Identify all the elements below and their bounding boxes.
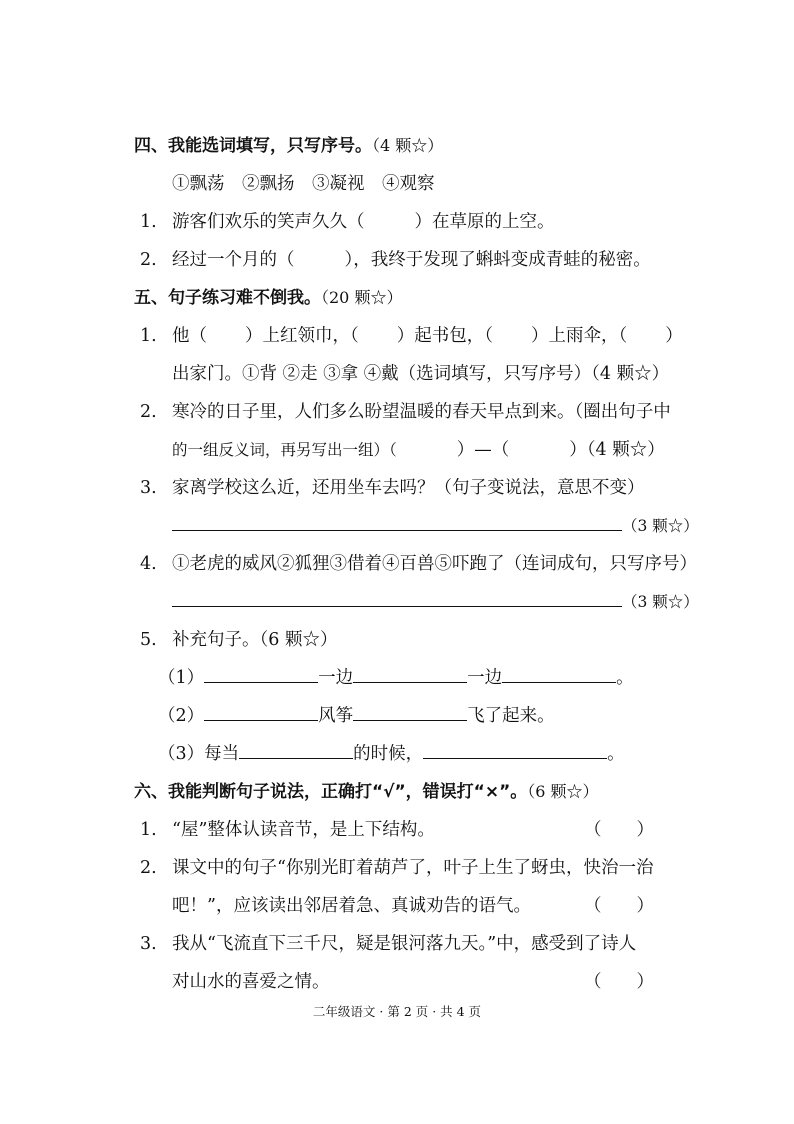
sentence-text: 一边 xyxy=(318,668,354,688)
question-5-3 xyxy=(140,474,645,502)
question-4-2 xyxy=(140,246,651,274)
question-text: ），我终于发现了蝌蚪变成青蛙的秘密。 xyxy=(344,250,651,270)
section-5-title xyxy=(134,284,402,312)
question-5-3-answer xyxy=(172,512,699,540)
section-points: （20 颗☆） xyxy=(321,288,403,307)
question-6-2-line2: 吧！”，应该读出邻居着急、真诚劝告的语气。 xyxy=(172,896,531,916)
answer-line[interactable] xyxy=(502,664,616,683)
question-number: 2. xyxy=(140,402,157,422)
question-text: 补充句子。（6 颗☆） xyxy=(172,630,338,650)
question-text: 我从“飞流直下三千尺，疑是银河落九天。”中，感受到了诗人 xyxy=(172,934,637,954)
page-footer: 二年级语文 · 第 2 页 · 共 4 页 xyxy=(312,1004,482,1019)
sentence-text: 。 xyxy=(607,744,625,764)
question-text: ）上红领巾，（ xyxy=(245,326,359,346)
question-text: 家离学校这么近，还用坐车去吗？（句子变说法，意思不变） xyxy=(172,478,645,498)
section-points: （4 颗☆） xyxy=(372,136,444,155)
question-6-2-line1 xyxy=(140,854,653,882)
question-number: 1. xyxy=(140,326,157,346)
question-number: 3. xyxy=(140,934,157,954)
sentence-1 xyxy=(158,664,634,692)
question-text: ）起书包，（ xyxy=(396,326,493,346)
question-text: ）上雨伞，（ xyxy=(531,326,628,346)
question-text: ）（4 颗☆） xyxy=(569,440,665,460)
question-5-1-line1 xyxy=(140,322,683,350)
section-points: （6 颗☆） xyxy=(527,782,599,801)
question-number: 5. xyxy=(140,630,157,650)
question-text: ①老虎的威风②狐狸③借着④百兽⑤吓跑了（连词成句，只写序号） xyxy=(172,554,697,574)
sentence-label: （2） xyxy=(158,706,205,726)
answer-line[interactable] xyxy=(353,664,467,683)
question-text: 寒冷的日子里，人们多么盼望温暖的春天早点到来。（圈出句子中 xyxy=(172,402,671,422)
question-text: “屋”整体认读音节，是上下结构。 xyxy=(172,820,435,840)
question-6-3-line1 xyxy=(140,930,636,958)
answer-line[interactable] xyxy=(353,702,467,721)
question-5-4-answer xyxy=(172,588,699,616)
judge-paren-3[interactable]: （ ） xyxy=(584,972,654,992)
question-text: ）—（ xyxy=(456,440,510,460)
question-text: 课文中的句子“你别光盯着葫芦了，叶子上生了蚜虫，快治一治 xyxy=(172,858,654,878)
question-text: 他（ xyxy=(172,326,207,346)
sentence-2 xyxy=(158,702,555,730)
answer-line[interactable] xyxy=(172,588,622,607)
judge-paren-2[interactable]: （ ） xyxy=(584,896,654,916)
answer-line[interactable] xyxy=(172,512,622,531)
question-text: 游客们欢乐的笑声久久（ xyxy=(172,212,365,232)
question-5-1-line2: 出家门。①背 ②走 ③拿 ④戴（选词填写，只写序号）（4 颗☆） xyxy=(172,364,670,384)
answer-line[interactable] xyxy=(204,664,318,683)
sentence-label: （1） xyxy=(158,668,205,688)
question-text: ） xyxy=(665,326,683,346)
question-number: 1. xyxy=(140,212,157,232)
question-number: 2. xyxy=(140,858,157,878)
word-options: ①飘荡 ②飘扬 ③凝视 ④观察 xyxy=(172,174,435,194)
judge-paren-1[interactable]: （ ） xyxy=(584,820,654,840)
question-5-4 xyxy=(140,550,697,578)
sentence-text: 飞了起来。 xyxy=(467,706,555,726)
question-text: ）在草原的上空。 xyxy=(414,212,555,232)
question-points: （3 颗☆） xyxy=(622,517,699,535)
question-5-2-line1 xyxy=(140,398,671,426)
section-title-text: 四、我能选词填写，只写序号。 xyxy=(134,136,372,156)
question-5-5 xyxy=(140,626,337,654)
section-6-title xyxy=(134,778,599,806)
answer-line[interactable] xyxy=(423,740,607,759)
sentence-text: 一边 xyxy=(467,668,503,688)
sentence-text: 的时候， xyxy=(353,744,424,764)
sentence-text: 风筝 xyxy=(318,706,354,726)
sentence-label: （3）每当 xyxy=(158,744,240,764)
question-5-2-line2 xyxy=(172,436,665,464)
question-6-3-line2: 对山水的喜爱之情。 xyxy=(172,972,330,992)
question-number: 4. xyxy=(140,554,157,574)
question-number: 3. xyxy=(140,478,157,498)
answer-line[interactable] xyxy=(239,740,353,759)
question-text: 的一组反义词，再另写出一组）（ xyxy=(172,441,397,459)
question-number: 2. xyxy=(140,250,157,270)
question-4-1 xyxy=(140,208,555,236)
question-points: （3 颗☆） xyxy=(622,593,699,611)
sentence-3 xyxy=(158,740,625,768)
section-4-title xyxy=(134,132,443,160)
sentence-text: 。 xyxy=(616,668,634,688)
question-6-1 xyxy=(140,816,435,844)
section-title-text: 六、我能判断句子说法，正确打“√”，错误打“×”。 xyxy=(134,782,528,802)
section-title-text: 五、句子练习难不倒我。 xyxy=(134,288,321,308)
question-text: 经过一个月的（ xyxy=(172,250,295,270)
question-number: 1. xyxy=(140,820,157,840)
answer-line[interactable] xyxy=(204,702,318,721)
